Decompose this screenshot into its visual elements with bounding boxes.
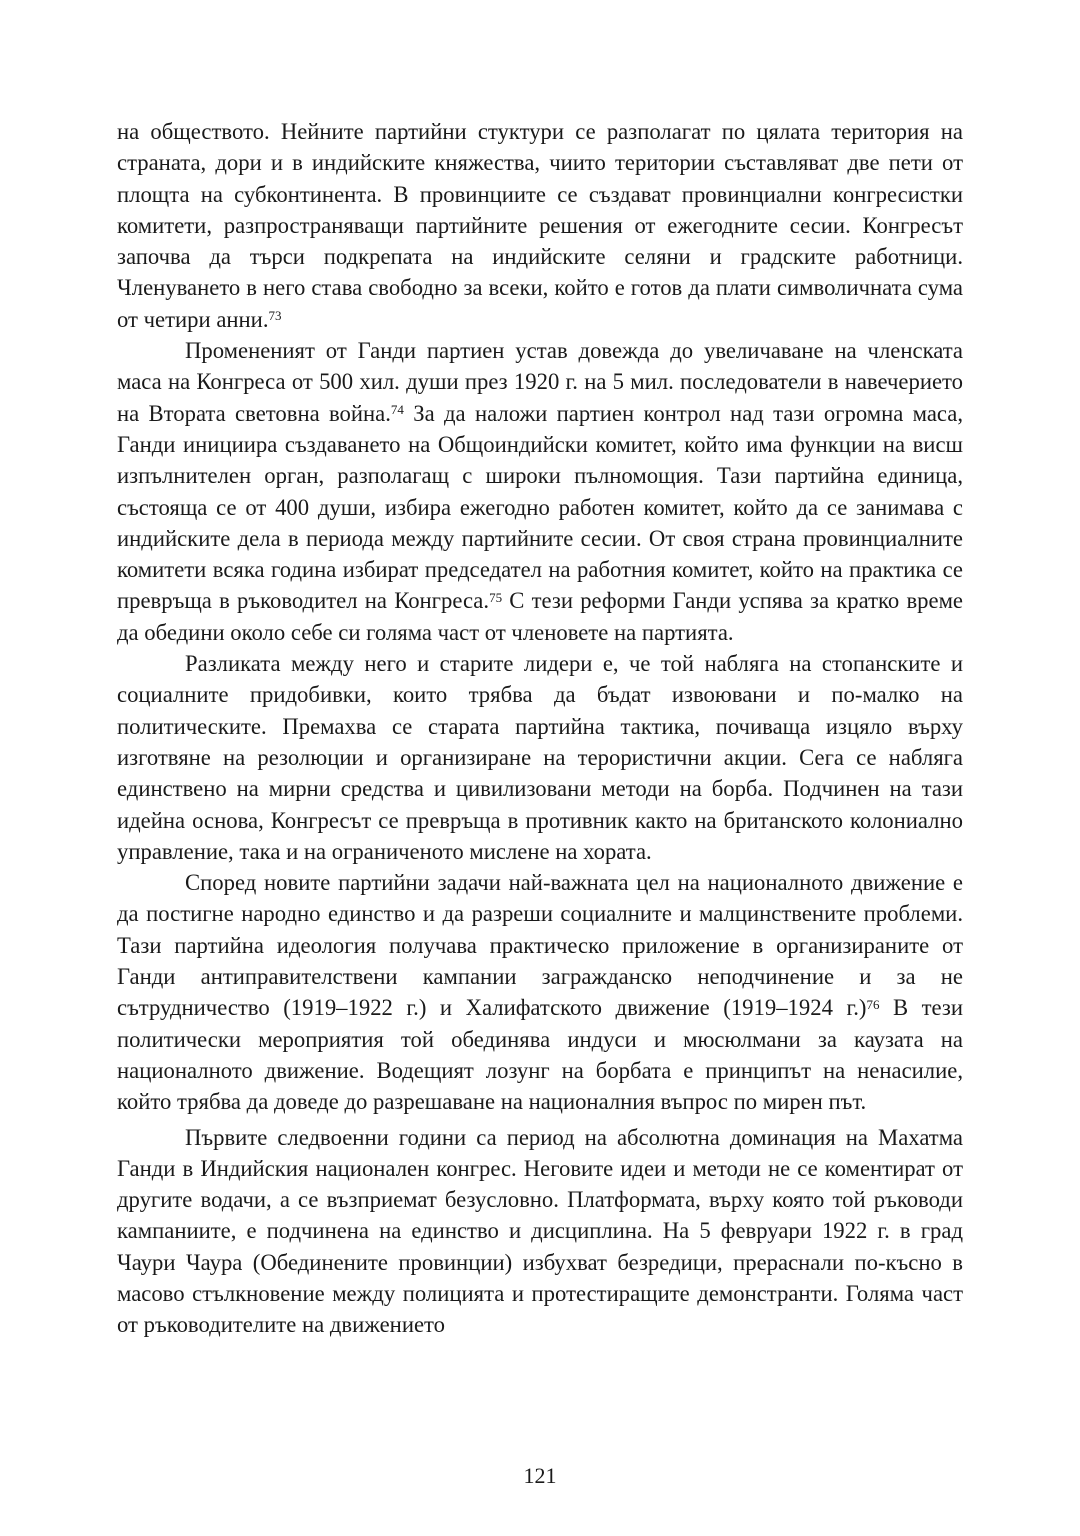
paragraph-text: Първите следвоенни години са период на абсолютна доминация на Махатма Ганди в Индийския национален конгрес. Неговите идеи и методи не се коментират от другите водачи, а се възприемат безусловно. Платформата, върху която той ръководи кампаниите, е подчинена на единство и дисциплина. На 5 февруари 1922 г. в град Чаури Чаура (Обединените провинции) избухват безредици, прераснали по-късно в масово стълкновение между полицията и протестиращите демонстранти. Голяма част от ръководителите на движението: [117, 1124, 963, 1338]
footnote-marker: 74: [390, 402, 404, 418]
paragraph-text: Разликата между него и старите лидери е, че той набляга на стопанските и социалните придобивки, които трябва да бъдат извоювани и по-малко на политическите. Премахва се старата партийна тактика, почиваща изцяло върху изготвяне на резолюции и организиране на терористични акции. Сега се набляга единствено на мирни средства и цивилизовани методи на борба. Подчинен на тази идейна основа, Конгресът се превръща в противник както на британското колониално управление, така и на ограниченото мислене на хората.: [117, 651, 963, 864]
paragraph-text: За да наложи партиен контрол над тази огромна маса, Ганди инициира създаването на Общоиндийски комитет, който има функции на висш изпълнителен орган, разполагащ с широки пълномощия. Тази партийна единица, състояща се от 400 души, избира ежегодно работен комитет, който да се занимава с индийските дела в периода между партийните сесии. От своя страна провинциалните комитети всяка година избират председател на работния комитет, който на практика се превръща в ръководител на Конгреса.: [117, 400, 964, 614]
paragraph-5: [117, 1122, 963, 1341]
paragraph-text: на обществото. Нейните партийни стуктури се разполагат по цялата територия на страната, дори и в индийските княжества, чиито територии съставляват две пети от площта на субконтинента. В провинциите се създават провинциални конгресистки комитети, разпространяващи партийните решения от ежегодните сесии. Конгресът започва да търси подкрепата на индийските селяни и градските работници. Членуването в него става свободно за всеки, който е готов да плати символичната сума от четири анни.: [117, 119, 963, 332]
footnote-marker: 73: [268, 308, 282, 324]
paragraph-text: С тези реформи Ганди успява за кратко време да обедини около себе си голяма част от членовете на партията.: [117, 588, 963, 645]
paragraph-1: [117, 116, 963, 335]
paragraph-3: [117, 648, 963, 867]
paragraph-4: [117, 867, 963, 1117]
paragraph-text: Според новите партийни задачи най-важната цел на националното движение е да постигне народно единство и да разреши социалните и малцинствените проблеми. Тази партийна идеология получава практическо приложение в организираните от Ганди антиправителствени кампании загражданско неподчинение и за не сътрудничество (1919–1922 г.) и Халифатското движение (1919–1924 г.): [117, 870, 963, 1021]
paragraph-2: [117, 335, 963, 648]
page-number: 121: [523, 1463, 557, 1488]
paragraph-text: Промененият от Ганди партиен устав довежда до увеличаване на членската маса на Конгреса от 500 хил. души през 1920 г. на 5 мил. последователи в навечерието на Втората световна война.: [117, 338, 963, 426]
footnote-marker: 75: [489, 589, 503, 605]
page-body: [117, 116, 963, 1341]
paragraph-text: В тези политически мероприятия той обединява индуси и мюсюлмани за каузата на националното движение. Водещият лозунг на борбата е принципът на ненасилие, който трябва да доведе до разрешаване на националния въпрос по мирен път.: [117, 995, 963, 1115]
footnote-marker: 76: [866, 996, 880, 1012]
